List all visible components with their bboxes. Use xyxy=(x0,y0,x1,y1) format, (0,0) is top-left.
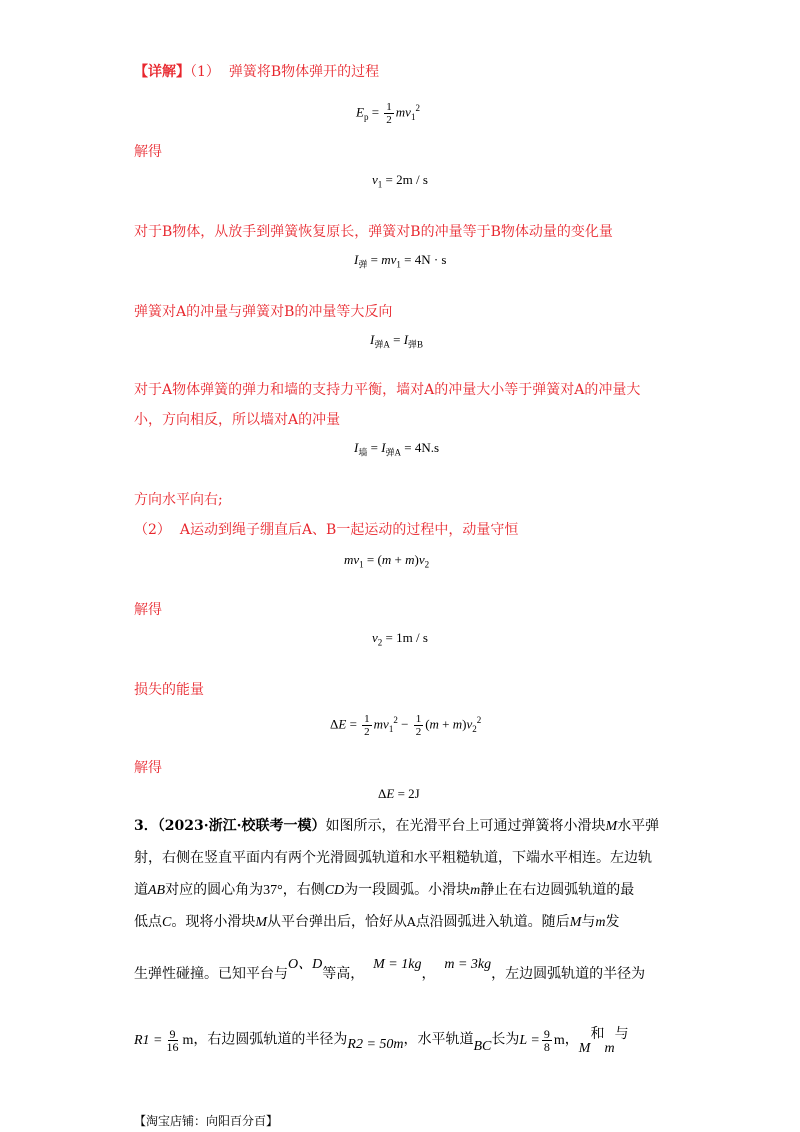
r1-lhs: R1 = xyxy=(134,1032,163,1048)
problem3-text-4c: 从平台弹出后，恰好从 xyxy=(267,914,408,930)
problem3-line6 xyxy=(134,1025,629,1056)
problem3-text-6c: 长为 xyxy=(491,1031,520,1048)
problem-number: 3． xyxy=(134,818,158,834)
problem3-text-3a: 道 xyxy=(134,882,148,898)
radius-r1 xyxy=(134,1027,194,1054)
symbol-m-2: m xyxy=(595,915,606,930)
equation-energy-loss: ΔE = $\frac{1}{2}$ $mv_1^2$ − $\frac{1}{2}$ $(m + m)v_2^2$ xyxy=(330,712,482,738)
problem3-text-3e: 静止在右边圆弧轨道的最 xyxy=(480,882,635,898)
paragraph-wall-line2: 小，方向相反，所以墙对A的冲量 xyxy=(134,412,341,428)
problem3-text-5b: 等高， xyxy=(322,966,365,982)
r1-denominator: 16 xyxy=(166,1040,179,1054)
symbol-M-3: M xyxy=(569,915,582,930)
part1-label: （1） xyxy=(190,64,220,80)
detail-tag: 【详解】 xyxy=(134,64,190,80)
angle-37: 37° xyxy=(263,883,283,898)
symbol-OD: O、D xyxy=(288,957,323,972)
mass-M: M = 1kg xyxy=(373,957,422,972)
problem3-text-4e: 与 xyxy=(581,914,596,930)
paragraph-wall-line1: 对于A物体弹簧的弹力和墙的支持力平衡，墙对A的冲量大小等于弹簧对A的冲量大 xyxy=(134,382,641,398)
equation-impulse: $I_弹 = mv_1 = 4N \cdot s$ xyxy=(354,252,447,270)
problem3-text-3c: ，右侧 xyxy=(282,882,325,898)
problem3-text-1b: 水平弹 xyxy=(617,818,660,834)
r1-numerator: 9 xyxy=(169,1027,176,1041)
problem3-text-6e: 和 xyxy=(590,1025,605,1042)
problem3-line2: 射，右侧在竖直平面内有两个光滑圆弧轨道和水平粗糙轨道，下端水平相连。左边轨 xyxy=(134,850,652,866)
equation-momentum: $mv_1 = (m + m)v_2$ xyxy=(344,552,430,570)
problem-source: （2023·浙江·校联考一模） xyxy=(157,818,326,834)
jiede-2: 解得 xyxy=(134,602,162,618)
problem3-text-6d: ， xyxy=(564,1031,579,1048)
equation-ep: $E_p$ = $\frac{1}{2}$ $mv_1^2$ xyxy=(356,100,420,126)
equation-impulse-equal: $I_{弹A} = I_{弹B}$ xyxy=(370,332,424,350)
equation-v1: $v_1 = 2m / s$ xyxy=(372,172,428,190)
symbol-CD: CD xyxy=(324,883,345,898)
direction-text: 方向水平向右; xyxy=(134,492,223,508)
l-lhs: L = xyxy=(519,1032,540,1048)
problem3-text-5d: ，左边圆弧轨道的半径为 xyxy=(491,966,646,982)
equation-wall: $I_墙 = I_{弹A} = 4N.s$ xyxy=(354,440,440,458)
loss-energy-text: 损失的能量 xyxy=(134,682,204,698)
r1-unit: m xyxy=(182,1032,194,1048)
problem3-text-6f: 与 xyxy=(614,1025,629,1042)
problem3-line4 xyxy=(134,912,619,933)
paragraph-b-impulse: 对于B物体，从放手到弹簧恢复原长，弹簧对B的冲量等于B物体动量的变化量 xyxy=(134,224,613,240)
symbol-M: M xyxy=(605,819,618,834)
problem3-text-4a: 低点 xyxy=(134,914,162,930)
symbol-A: A xyxy=(407,915,416,929)
problem3-text-5c: ， xyxy=(421,966,436,982)
problem3-text-6b: ，水平轨道 xyxy=(403,1031,474,1048)
detail-heading xyxy=(134,62,379,82)
problem3-text-3d: 为一段圆弧。小滑块 xyxy=(344,882,471,898)
equation-delta-e: ΔE = 2J xyxy=(378,786,420,801)
paragraph-a-equal: 弹簧对A的冲量与弹簧对B的冲量等大反向 xyxy=(134,304,393,320)
part2-label: （2） xyxy=(134,522,171,538)
symbol-M-4: M xyxy=(578,1040,591,1056)
l-unit: m xyxy=(553,1032,565,1048)
radius-r2: R2 = 50m xyxy=(347,1036,404,1052)
problem3-text-3b: 对应的圆心角为 xyxy=(165,882,264,898)
problem3-line3 xyxy=(134,880,634,901)
jiede-1: 解得 xyxy=(134,144,162,160)
part2-heading xyxy=(134,520,518,540)
symbol-AB: AB xyxy=(148,883,166,898)
symbol-m-3: m xyxy=(604,1040,615,1056)
l-denominator: 8 xyxy=(543,1040,550,1054)
problem3-text-5a: 生弹性碰撞。已知平台与 xyxy=(134,966,288,982)
equation-v2: $v_2 = 1m / s$ xyxy=(372,630,428,648)
jiede-3: 解得 xyxy=(134,760,162,776)
part1-text: 弹簧将B物体弹开的过程 xyxy=(228,64,380,80)
problem3-line1 xyxy=(134,816,659,837)
problem3-text-4d: 点沿圆弧进入轨道。随后 xyxy=(415,914,570,930)
symbol-C: C xyxy=(162,915,172,930)
part2-text: A运动到绳子绷直后A、B一起运动的过程中，动量守恒 xyxy=(179,522,519,538)
problem3-text-1a: 如图所示，在光滑平台上可通过弹簧将小滑块 xyxy=(325,818,606,834)
problem3-text-6a: ，右边圆弧轨道的半径为 xyxy=(193,1031,348,1048)
problem3-line5 xyxy=(134,957,646,985)
symbol-BC: BC xyxy=(473,1038,492,1054)
l-numerator: 9 xyxy=(543,1027,550,1041)
length-L xyxy=(519,1027,565,1054)
problem3-text-4b: 。现将小滑块 xyxy=(171,914,256,930)
footer-shop: 【淘宝店铺：向阳百分百】 xyxy=(134,1114,279,1128)
mass-m: m = 3kg xyxy=(444,957,492,972)
problem3-text-4f: 发 xyxy=(605,914,620,930)
symbol-M-2: M xyxy=(255,915,268,930)
symbol-m: m xyxy=(470,883,481,898)
